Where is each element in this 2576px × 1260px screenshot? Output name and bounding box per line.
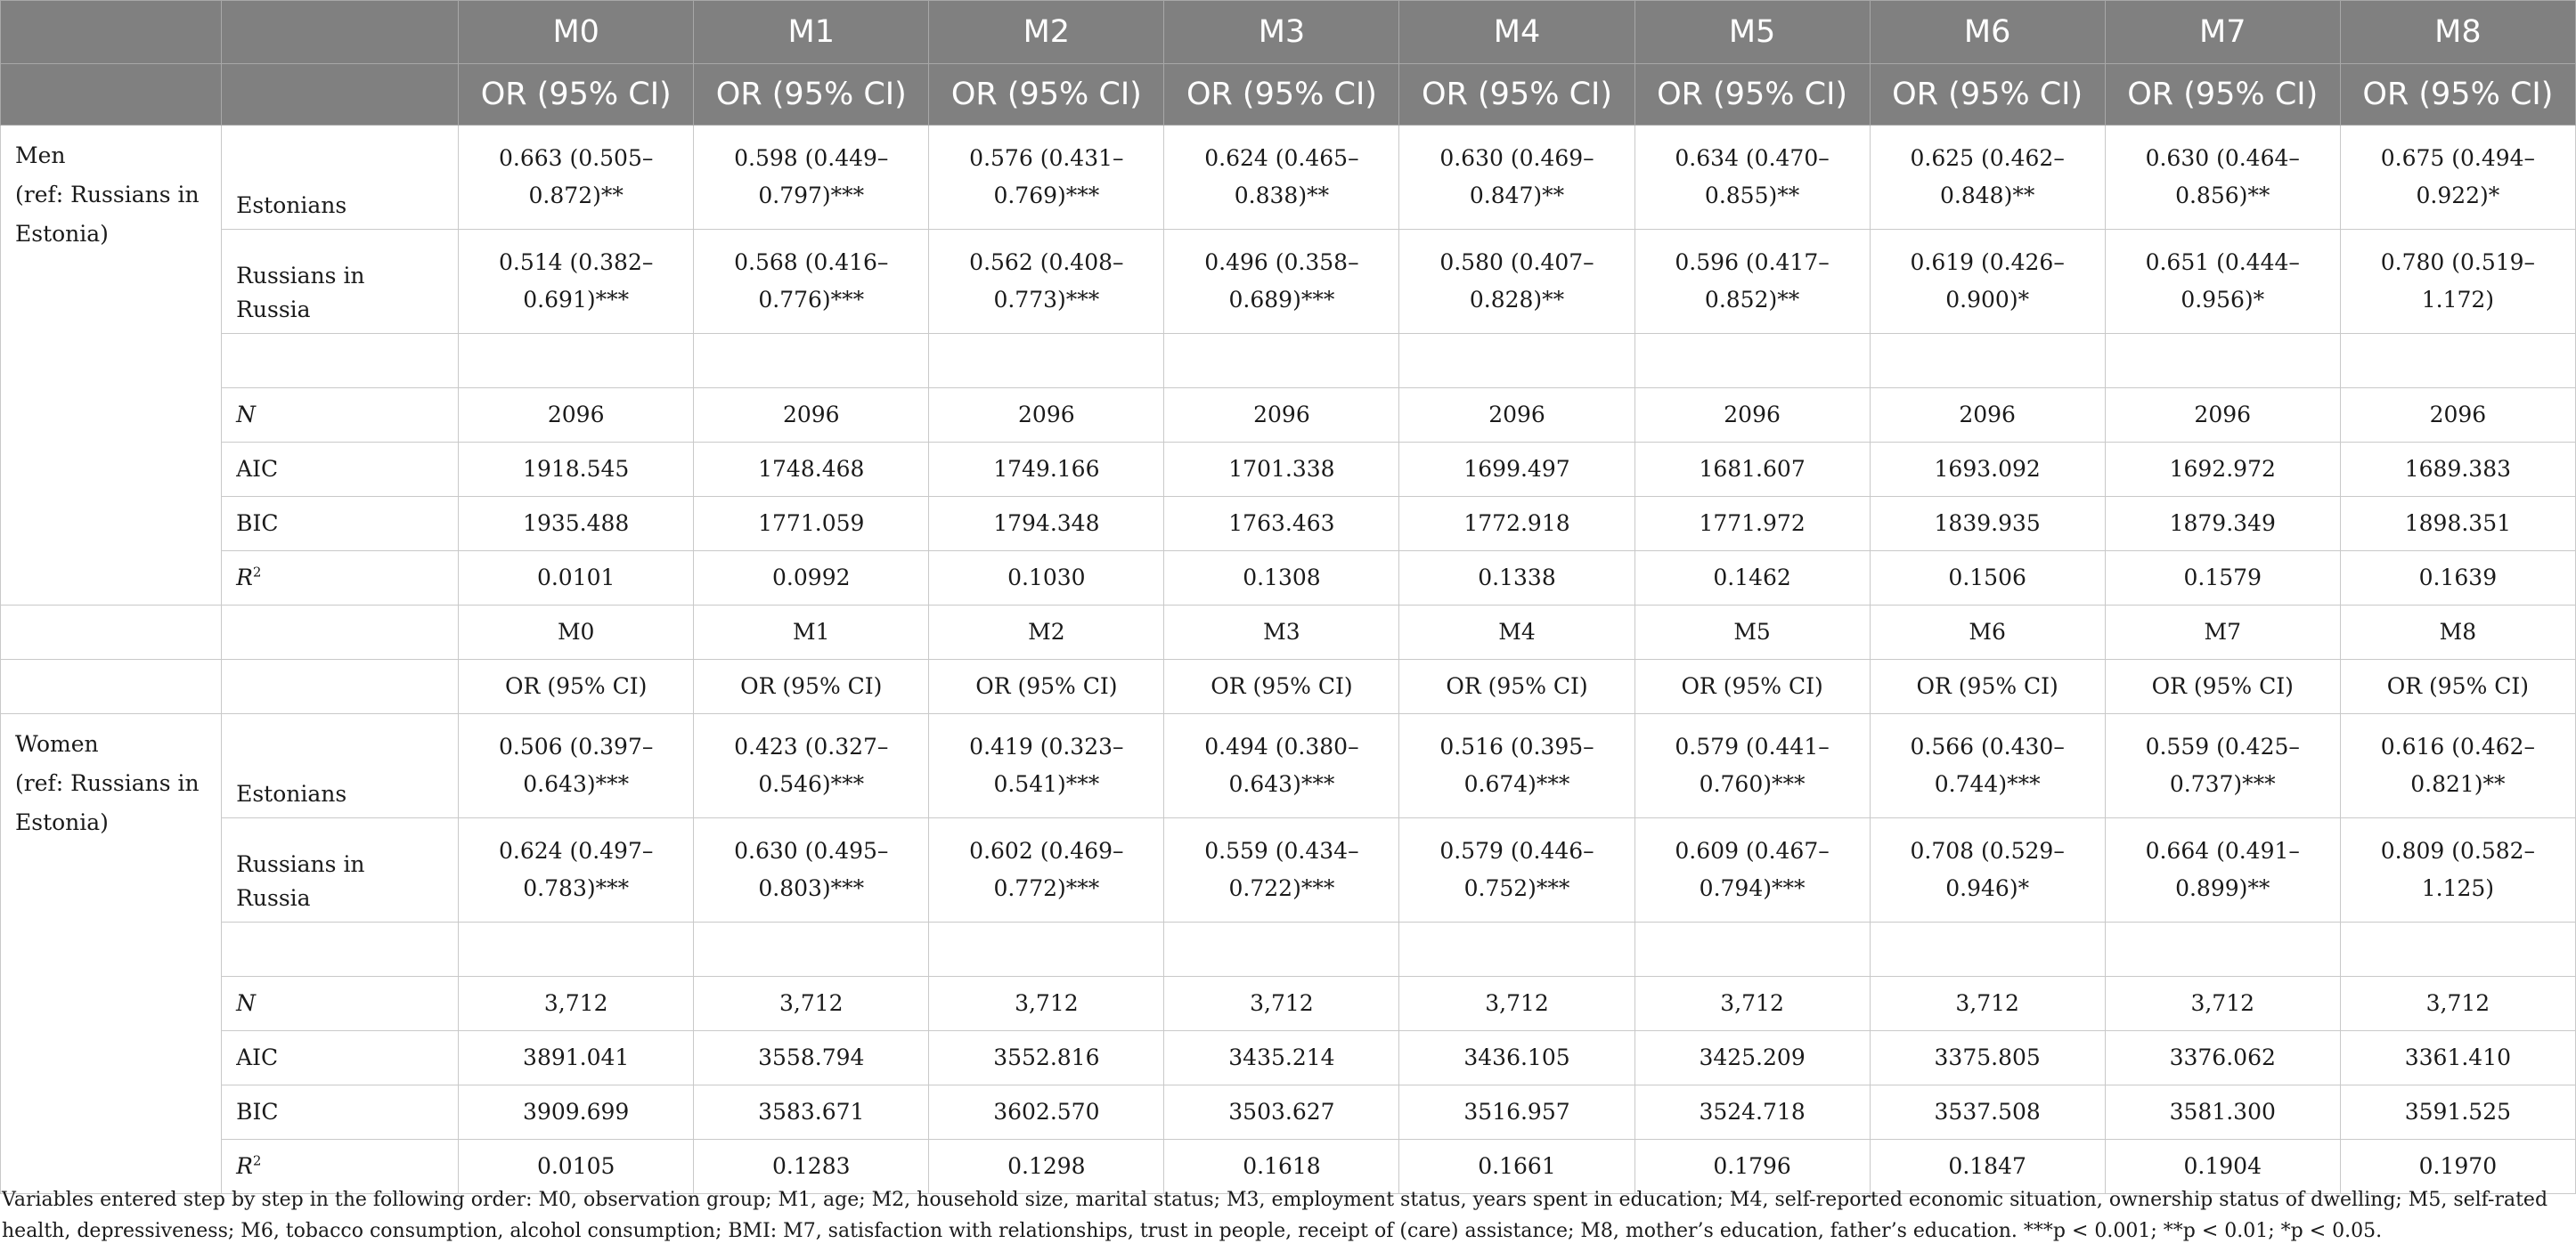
stat-value: 0.1618: [1164, 1140, 1399, 1194]
empty-cell: [1634, 923, 1870, 977]
table-row: [1, 714, 2576, 818]
stat-value: 0.1904: [2105, 1140, 2340, 1194]
odds-ratio-cell: [2105, 818, 2340, 923]
odds-ratio-cell: [2105, 126, 2340, 230]
odds-ratio-cell: [929, 818, 1164, 923]
ci-header: OR (95% CI): [1870, 64, 2105, 126]
stat-value: 1689.383: [2340, 443, 2575, 497]
stat-value: 2096: [929, 388, 1164, 443]
stat-value: 0.0992: [694, 551, 929, 606]
stat-label: [222, 551, 459, 606]
stat-value: 0.1579: [2105, 551, 2340, 606]
group-label: [1, 714, 222, 1194]
stat-value: 3591.525: [2340, 1085, 2575, 1140]
odds-ratio-cell: [1870, 818, 2105, 923]
odds-ratio-line: 0.674)***: [1463, 771, 1570, 797]
table-row: [1, 126, 2576, 230]
stat-value: 3552.816: [929, 1031, 1164, 1085]
table-body: [1, 126, 2576, 1194]
stat-value: 3435.214: [1164, 1031, 1399, 1085]
odds-ratio-line: 0.794)***: [1699, 875, 1806, 901]
odds-ratio-cell: [2340, 818, 2575, 923]
model-subheader: M3: [1164, 606, 1399, 660]
table-row: [1, 230, 2576, 334]
model-subheader: M1: [694, 606, 929, 660]
row-label: Estonians: [222, 126, 459, 230]
odds-ratio-line: 0.855)**: [1704, 183, 1800, 208]
odds-ratio-line: 0.803)***: [758, 875, 865, 901]
odds-ratio-line: 0.838)**: [1234, 183, 1330, 208]
ci-subheader: OR (95% CI): [1870, 660, 2105, 714]
model-header: M8: [2340, 1, 2575, 64]
ci-subheader: OR (95% CI): [929, 660, 1164, 714]
stat-value: 3503.627: [1164, 1085, 1399, 1140]
stat-value: 1839.935: [1870, 497, 2105, 551]
odds-ratio-cell: [1870, 714, 2105, 818]
r-squared-label: R: [236, 564, 253, 590]
stat-value: 2096: [459, 388, 694, 443]
odds-ratio-line: 0.496 (0.358–: [1204, 248, 1359, 275]
stat-value: 0.1970: [2340, 1140, 2575, 1194]
stat-value: 1748.468: [694, 443, 929, 497]
odds-ratio-cell: [694, 818, 929, 923]
stat-value: 0.1298: [929, 1140, 1164, 1194]
odds-ratio-line: 0.783)***: [523, 875, 630, 901]
spacer-row: [1, 334, 2576, 388]
stat-value: 3376.062: [2105, 1031, 2340, 1085]
odds-ratio-line: 0.675 (0.494–: [2380, 144, 2536, 171]
odds-ratio-line: 0.848)**: [1940, 183, 2035, 208]
stat-value: 3891.041: [459, 1031, 694, 1085]
empty-cell: [2105, 923, 2340, 977]
ci-header: OR (95% CI): [694, 64, 929, 126]
table-footnote: Variables entered step by step in the following order: M0, observation group; M1, age; M2, household size, marital status; M3, employment status, years spent in education; M4, self-reported economic situation, ownership status of dwelling; M5, self-rated health, depressiveness; M6, tobacco consumption, alcohol consumption; BMI: M7, satisfaction with relationships, trust in people, receipt of (care) assistance; M8, mother’s education, father’s education. ***p < 0.001; **p < 0.01; *p < 0.05.: [2, 1189, 2548, 1243]
odds-ratio-line: 0.821)**: [2410, 771, 2506, 797]
stat-label-text: AIC: [236, 455, 279, 482]
ci-header: OR (95% CI): [2105, 64, 2340, 126]
stat-value: 0.1639: [2340, 551, 2575, 606]
ci-header-row: [1, 64, 2576, 126]
odds-ratio-cell: [2340, 230, 2575, 334]
odds-ratio-cell: [929, 126, 1164, 230]
stat-value: 1749.166: [929, 443, 1164, 497]
odds-ratio-cell: [459, 230, 694, 334]
stat-value: 3558.794: [694, 1031, 929, 1085]
empty-cell: [222, 923, 459, 977]
odds-ratio-line: 0.776)***: [758, 287, 865, 313]
empty-cell: [1399, 334, 1634, 388]
odds-ratio-line: 0.541)***: [993, 771, 1100, 797]
stat-value: 1693.092: [1870, 443, 2105, 497]
stat-value: 2096: [694, 388, 929, 443]
ci-header: OR (95% CI): [1634, 64, 1870, 126]
odds-ratio-line: 0.568 (0.416–: [734, 248, 889, 275]
empty-cell: [1870, 334, 2105, 388]
empty-cell: [2105, 334, 2340, 388]
odds-ratio-line: 0.630 (0.469–: [1439, 144, 1594, 171]
stat-value: 1935.488: [459, 497, 694, 551]
stat-value: 2096: [1399, 388, 1634, 443]
odds-ratio-cell: [1870, 126, 2105, 230]
stat-label: [222, 1031, 459, 1085]
odds-ratio-cell: [1399, 126, 1634, 230]
model-subheader: M2: [929, 606, 1164, 660]
stat-row: [1, 443, 2576, 497]
stat-value: 0.1030: [929, 551, 1164, 606]
odds-ratio-line: 0.602 (0.469–: [969, 837, 1124, 864]
odds-ratio-line: 0.809 (0.582–: [2380, 837, 2536, 864]
odds-ratio-cell: [1634, 714, 1870, 818]
stat-value: 3524.718: [1634, 1085, 1870, 1140]
stat-value: 1771.059: [694, 497, 929, 551]
group-label-line: Men: [15, 142, 66, 168]
odds-ratio-line: 0.772)***: [993, 875, 1100, 901]
group-label-line: Estonia): [15, 809, 109, 835]
group-label-line: Women: [15, 731, 99, 757]
stat-value: 3,712: [1634, 977, 1870, 1031]
odds-ratio-line: 0.419 (0.323–: [969, 733, 1124, 760]
empty-cell: [1634, 334, 1870, 388]
model-subheader-row: [1, 606, 2576, 660]
header-blank-cell: [1, 64, 222, 126]
odds-ratio-cell: [1164, 714, 1399, 818]
odds-ratio-line: 1.172): [2421, 287, 2495, 313]
odds-ratio-line: 0.643)***: [523, 771, 630, 797]
model-header: M7: [2105, 1, 2340, 64]
odds-ratio-cell: [1399, 714, 1634, 818]
odds-ratio-line: 0.506 (0.397–: [499, 733, 654, 760]
stat-value: 2096: [1870, 388, 2105, 443]
model-subheader: M6: [1870, 606, 2105, 660]
stat-value: 2096: [2340, 388, 2575, 443]
odds-ratio-line: 0.651 (0.444–: [2145, 248, 2300, 275]
stat-label-text: BIC: [236, 509, 279, 536]
odds-ratio-line: 0.494 (0.380–: [1204, 733, 1359, 760]
odds-ratio-line: 0.643)***: [1228, 771, 1335, 797]
odds-ratio-line: 0.619 (0.426–: [1910, 248, 2065, 275]
stat-value: 1692.972: [2105, 443, 2340, 497]
odds-ratio-line: 0.773)***: [993, 287, 1100, 313]
stat-value: 0.0105: [459, 1140, 694, 1194]
stat-label: [222, 977, 459, 1031]
model-header: M0: [459, 1, 694, 64]
odds-ratio-line: 0.856)**: [2175, 183, 2270, 208]
stat-value: 3537.508: [1870, 1085, 2105, 1140]
odds-ratio-line: 0.576 (0.431–: [969, 144, 1124, 171]
stat-label: [222, 388, 459, 443]
odds-ratio-cell: [929, 230, 1164, 334]
ci-subheader: OR (95% CI): [694, 660, 929, 714]
odds-ratio-cell: [2105, 714, 2340, 818]
odds-ratio-cell: [694, 714, 929, 818]
stat-label: [222, 443, 459, 497]
stat-value: 3436.105: [1399, 1031, 1634, 1085]
stat-value: 2096: [1164, 388, 1399, 443]
model-subheader: M8: [2340, 606, 2575, 660]
odds-ratio-cell: [1634, 818, 1870, 923]
header-blank-cell: [1, 1, 222, 64]
stat-value: 1701.338: [1164, 443, 1399, 497]
odds-ratio-line: 0.634 (0.470–: [1675, 144, 1830, 171]
ci-header: OR (95% CI): [459, 64, 694, 126]
empty-cell: [1399, 923, 1634, 977]
stat-value: 3,712: [2105, 977, 2340, 1031]
odds-ratio-cell: [1634, 230, 1870, 334]
subheader-blank-cell: [1, 606, 222, 660]
stat-value: 3583.671: [694, 1085, 929, 1140]
empty-cell: [1164, 923, 1399, 977]
odds-ratio-line: 0.562 (0.408–: [969, 248, 1124, 275]
odds-ratio-line: 0.744)***: [1934, 771, 2041, 797]
odds-ratio-line: 0.691)***: [523, 287, 630, 313]
model-subheader: M4: [1399, 606, 1634, 660]
stat-value: 3581.300: [2105, 1085, 2340, 1140]
group-label-line: Estonia): [15, 220, 109, 247]
odds-ratio-line: 0.624 (0.465–: [1204, 144, 1359, 171]
ci-subheader: OR (95% CI): [459, 660, 694, 714]
empty-cell: [222, 334, 459, 388]
r-squared-label: R: [236, 1152, 253, 1179]
ci-subheader: OR (95% CI): [2340, 660, 2575, 714]
odds-ratio-line: 0.946)*: [1945, 875, 2030, 901]
empty-cell: [2340, 334, 2575, 388]
odds-ratio-line: 0.598 (0.449–: [734, 144, 889, 171]
odds-ratio-line: 0.769)***: [993, 183, 1100, 208]
odds-ratio-line: 0.579 (0.441–: [1675, 733, 1830, 760]
model-subheader: M5: [1634, 606, 1870, 660]
odds-ratio-line: 0.625 (0.462–: [1910, 144, 2065, 171]
odds-ratio-line: 0.760)***: [1699, 771, 1806, 797]
stat-value: 3375.805: [1870, 1031, 2105, 1085]
odds-ratio-line: 0.580 (0.407–: [1439, 248, 1594, 275]
stat-value: 1879.349: [2105, 497, 2340, 551]
odds-ratio-line: 0.722)***: [1228, 875, 1335, 901]
empty-cell: [694, 334, 929, 388]
stat-value: 3602.570: [929, 1085, 1164, 1140]
model-header: M6: [1870, 1, 2105, 64]
odds-ratio-cell: [1164, 126, 1399, 230]
odds-ratio-line: 0.624 (0.497–: [499, 837, 654, 864]
row-label: Russians in Russia: [222, 818, 459, 923]
empty-cell: [929, 334, 1164, 388]
row-label: Estonians: [222, 714, 459, 818]
model-header: M1: [694, 1, 929, 64]
odds-ratio-cell: [459, 126, 694, 230]
stat-row: [1, 1031, 2576, 1085]
r-squared-exponent: 2: [252, 1152, 262, 1169]
stat-value: 3516.957: [1399, 1085, 1634, 1140]
odds-ratio-line: 0.630 (0.495–: [734, 837, 889, 864]
stat-value: 3,712: [929, 977, 1164, 1031]
ci-header: OR (95% CI): [1399, 64, 1634, 126]
stat-value: 1771.972: [1634, 497, 1870, 551]
model-subheader: M0: [459, 606, 694, 660]
model-header-row: [1, 1, 2576, 64]
odds-ratio-line: 1.125): [2421, 875, 2495, 901]
stat-label: [222, 1085, 459, 1140]
stat-value: 3909.699: [459, 1085, 694, 1140]
odds-ratio-cell: [2105, 230, 2340, 334]
odds-ratio-line: 0.579 (0.446–: [1439, 837, 1594, 864]
odds-ratio-cell: [1870, 230, 2105, 334]
odds-ratio-cell: [1399, 818, 1634, 923]
ci-subheader: OR (95% CI): [1634, 660, 1870, 714]
stat-value: 3361.410: [2340, 1031, 2575, 1085]
stat-label-text: AIC: [236, 1044, 279, 1070]
subheader-blank-cell: [222, 660, 459, 714]
stat-value: 1918.545: [459, 443, 694, 497]
odds-ratio-line: 0.872)**: [528, 183, 624, 208]
odds-ratio-line: 0.616 (0.462–: [2380, 733, 2536, 760]
subheader-blank-cell: [222, 606, 459, 660]
stat-value: 0.1338: [1399, 551, 1634, 606]
odds-ratio-line: 0.900)*: [1945, 287, 2030, 313]
odds-ratio-line: 0.559 (0.425–: [2145, 733, 2300, 760]
odds-ratio-line: 0.797)***: [758, 183, 865, 208]
odds-ratio-line: 0.630 (0.464–: [2145, 144, 2300, 171]
ci-header: OR (95% CI): [2340, 64, 2575, 126]
stat-row: [1, 551, 2576, 606]
stat-row: [1, 1085, 2576, 1140]
odds-ratio-line: 0.737)***: [2169, 771, 2276, 797]
empty-cell: [929, 923, 1164, 977]
model-header: M3: [1164, 1, 1399, 64]
odds-ratio-cell: [1399, 230, 1634, 334]
stat-value: 1898.351: [2340, 497, 2575, 551]
stat-value: 0.1283: [694, 1140, 929, 1194]
stat-label-text: N: [236, 989, 256, 1016]
table-row: [1, 818, 2576, 923]
odds-ratio-line: 0.956)*: [2181, 287, 2265, 313]
empty-cell: [1870, 923, 2105, 977]
stat-value: 0.1796: [1634, 1140, 1870, 1194]
empty-cell: [459, 334, 694, 388]
odds-ratio-line: 0.546)***: [758, 771, 865, 797]
odds-ratio-cell: [459, 714, 694, 818]
odds-ratio-line: 0.516 (0.395–: [1439, 733, 1594, 760]
odds-ratio-cell: [694, 126, 929, 230]
table-header: [1, 1, 2576, 126]
stat-value: 0.0101: [459, 551, 694, 606]
stat-value: 2096: [1634, 388, 1870, 443]
ci-subheader: OR (95% CI): [2105, 660, 2340, 714]
stat-value: 3,712: [1164, 977, 1399, 1031]
ci-subheader: OR (95% CI): [1164, 660, 1399, 714]
odds-ratio-line: 0.689)***: [1228, 287, 1335, 313]
stat-value: 3,712: [459, 977, 694, 1031]
stat-value: 3425.209: [1634, 1031, 1870, 1085]
odds-ratio-cell: [2340, 126, 2575, 230]
odds-ratio-line: 0.609 (0.467–: [1675, 837, 1830, 864]
stat-row: [1, 497, 2576, 551]
odds-ratio-cell: [459, 818, 694, 923]
odds-ratio-line: 0.559 (0.434–: [1204, 837, 1359, 864]
stat-row: [1, 388, 2576, 443]
ci-header: OR (95% CI): [1164, 64, 1399, 126]
model-header: M2: [929, 1, 1164, 64]
empty-cell: [459, 923, 694, 977]
stat-value: 1794.348: [929, 497, 1164, 551]
stat-value: 3,712: [694, 977, 929, 1031]
header-blank-cell: [222, 64, 459, 126]
stat-value: 0.1506: [1870, 551, 2105, 606]
header-blank-cell: [222, 1, 459, 64]
ci-subheader: OR (95% CI): [1399, 660, 1634, 714]
odds-ratio-line: 0.780 (0.519–: [2380, 248, 2536, 275]
stat-value: 3,712: [1870, 977, 2105, 1031]
stat-value: 0.1661: [1399, 1140, 1634, 1194]
odds-ratio-line: 0.664 (0.491–: [2145, 837, 2300, 864]
stat-value: 0.1847: [1870, 1140, 2105, 1194]
r-squared-exponent: 2: [252, 564, 262, 581]
stat-row: [1, 977, 2576, 1031]
empty-cell: [2340, 923, 2575, 977]
stat-value: 3,712: [1399, 977, 1634, 1031]
odds-ratio-line: 0.663 (0.505–: [499, 144, 654, 171]
odds-ratio-cell: [1164, 818, 1399, 923]
odds-ratio-cell: [694, 230, 929, 334]
group-label: [1, 126, 222, 606]
subheader-blank-cell: [1, 660, 222, 714]
odds-ratio-cell: [1164, 230, 1399, 334]
odds-ratio-cell: [1634, 126, 1870, 230]
odds-ratio-line: 0.566 (0.430–: [1910, 733, 2065, 760]
odds-ratio-line: 0.423 (0.327–: [734, 733, 889, 760]
odds-ratio-line: 0.514 (0.382–: [499, 248, 654, 275]
ci-subheader-row: [1, 660, 2576, 714]
spacer-row: [1, 923, 2576, 977]
stat-label: [222, 497, 459, 551]
ci-header: OR (95% CI): [929, 64, 1164, 126]
odds-ratio-line: 0.708 (0.529–: [1910, 837, 2065, 864]
odds-ratio-line: 0.847)**: [1469, 183, 1565, 208]
empty-cell: [1164, 334, 1399, 388]
group-label-line: (ref: Russians in: [15, 181, 200, 207]
stat-value: 0.1462: [1634, 551, 1870, 606]
stat-value: 3,712: [2340, 977, 2575, 1031]
model-header: M5: [1634, 1, 1870, 64]
odds-ratio-line: 0.828)**: [1469, 287, 1565, 313]
odds-ratio-line: 0.899)**: [2175, 875, 2270, 901]
odds-ratio-line: 0.752)***: [1463, 875, 1570, 901]
model-header: M4: [1399, 1, 1634, 64]
stat-value: 2096: [2105, 388, 2340, 443]
stat-value: 1699.497: [1399, 443, 1634, 497]
odds-ratio-line: 0.852)**: [1704, 287, 1800, 313]
stat-label-text: BIC: [236, 1098, 279, 1125]
model-subheader: M7: [2105, 606, 2340, 660]
row-label: Russians in Russia: [222, 230, 459, 334]
odds-ratio-cell: [2340, 714, 2575, 818]
odds-ratio-cell: [929, 714, 1164, 818]
stat-label-text: N: [236, 401, 256, 427]
odds-ratio-line: 0.596 (0.417–: [1675, 248, 1830, 275]
odds-ratio-line: 0.922)*: [2416, 183, 2500, 208]
stat-value: 1681.607: [1634, 443, 1870, 497]
stat-value: 1772.918: [1399, 497, 1634, 551]
stat-value: 0.1308: [1164, 551, 1399, 606]
stat-value: 1763.463: [1164, 497, 1399, 551]
empty-cell: [694, 923, 929, 977]
group-label-line: (ref: Russians in: [15, 769, 200, 796]
